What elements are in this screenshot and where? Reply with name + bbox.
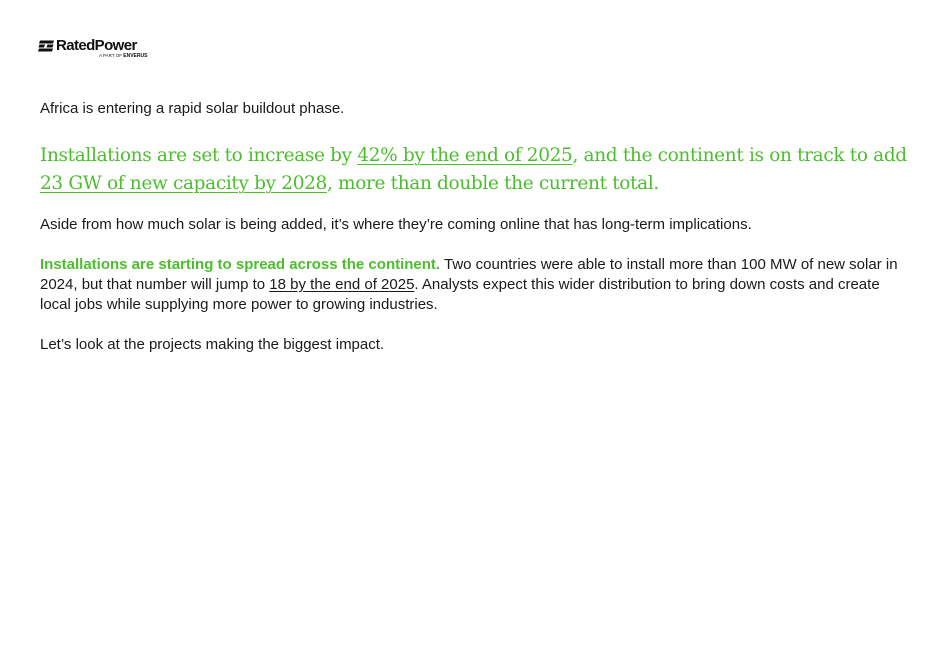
- headline-link-capacity[interactable]: 23 GW of new capacity by 2028: [40, 173, 327, 194]
- headline-paragraph: [40, 142, 910, 198]
- spread-text-1: Two countries were able to install more than 100 MW of new solar in 2024, but that number will jump to: [40, 256, 898, 293]
- headline-text-2: , and the continent is on track to add: [572, 145, 907, 166]
- logo-sub-brand: ENVERUS: [123, 53, 148, 59]
- spread-paragraph: [40, 255, 900, 315]
- spread-text-2: . Analysts expect this wider distribution to bring down costs and create local jobs while supplying more power to growing industries.: [40, 276, 880, 313]
- logo-subtitle: [99, 53, 147, 59]
- headline-text-1: Installations are set to increase by: [40, 145, 358, 166]
- headline-text-3: , more than double the current total.: [326, 173, 659, 194]
- spread-link-countries[interactable]: 18 by the end of 2025: [269, 276, 415, 293]
- rated-power-mark-icon: [38, 40, 55, 52]
- logo-brand-name: RatedPower: [56, 37, 137, 54]
- logo-sub-prefix: A PART OF: [99, 53, 123, 58]
- intro-paragraph: Africa is entering a rapid solar buildout phase.: [40, 100, 345, 117]
- spread-highlight: Installations are starting to spread across the continent.: [40, 256, 441, 273]
- rated-power-logo: [38, 37, 148, 61]
- aside-paragraph: Aside from how much solar is being added, it’s where they’re coming online that has long-term implications.: [40, 216, 752, 233]
- closing-paragraph: Let’s look at the projects making the biggest impact.: [40, 336, 385, 353]
- headline-link-installations[interactable]: 42% by the end of 2025: [357, 145, 573, 166]
